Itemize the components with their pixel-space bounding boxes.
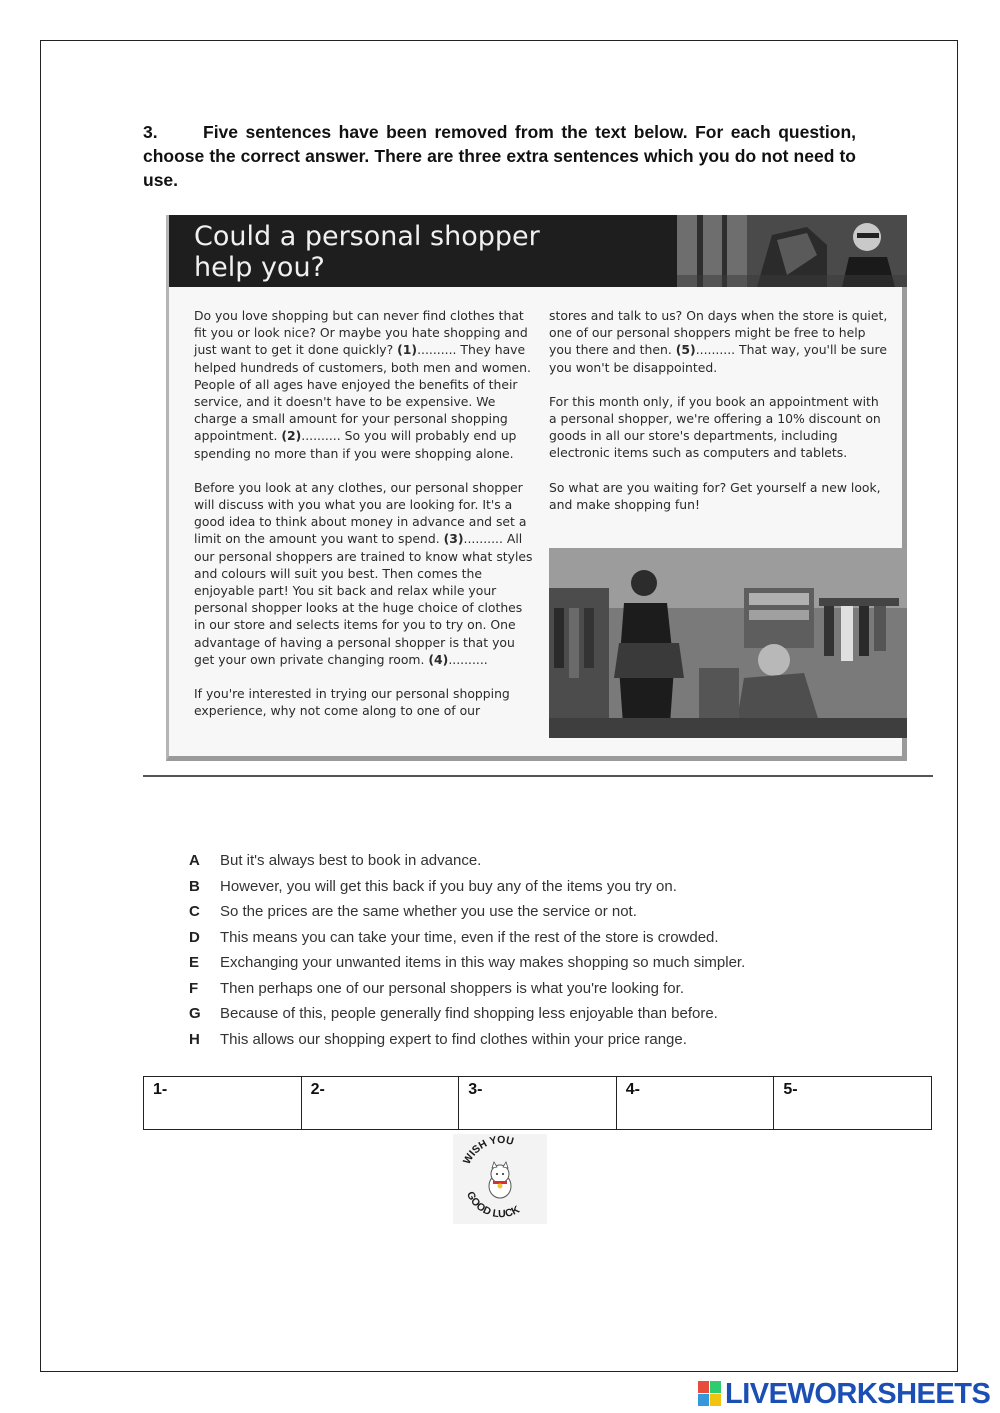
question-number: 3. xyxy=(143,122,158,142)
options-list xyxy=(189,848,889,1052)
divider xyxy=(143,775,933,777)
paragraph: Do you love shopping but can never find clothes that fit you or look nice? Or maybe you hate shopping and just want to get it done quickly? (1).......... They have helped hundreds of customers, both men and women. People of all ages have enjoyed the benefits of their service, and it doesn't have to be expensive. We charge a small amount for your personal shopping appointment. (2).......... So you will probably end up spending no more than if you were shopping alone. xyxy=(194,308,531,461)
brand xyxy=(698,1376,990,1412)
option-b: B However, you will get this back if you buy any of the items you try on. xyxy=(189,877,677,895)
instructions-text: Five sentences have been removed from the text below. For each question, choose the correct answer. There are three extra sentences which you do not need to use. xyxy=(143,122,856,190)
lucky-cat-icon xyxy=(489,1162,511,1198)
answer-cell-1[interactable]: 1- xyxy=(144,1077,302,1130)
paragraph: So what are you waiting for? Get yourself a new look, and make shopping fun! xyxy=(549,479,881,512)
answer-cell-4[interactable]: 4- xyxy=(616,1077,774,1130)
article-header xyxy=(169,215,907,287)
answer-table xyxy=(143,1076,932,1130)
option-e: E Exchanging your unwanted items in this way makes shopping so much simpler. xyxy=(189,954,746,971)
liveworksheets-logo-icon xyxy=(698,1379,722,1409)
article-right-column xyxy=(549,307,889,530)
article-title-line2: help you? xyxy=(194,252,325,283)
paragraph: stores and talk to us? On days when the store is quiet, one of our personal shoppers might be free to help you there and then. (5).......... That way, you'll be sure you won't be disappointed. xyxy=(549,308,888,375)
gap-5: (5) xyxy=(675,342,696,358)
article-title-line1: Could a personal shopper xyxy=(194,221,540,252)
gap-3: (3) xyxy=(443,531,464,547)
option-d: D This means you can take your time, even if the rest of the store is crowded. xyxy=(189,928,719,946)
option-c: C So the prices are the same whether you use the service or not. xyxy=(189,903,637,920)
good-luck-sticker xyxy=(453,1134,547,1224)
gap-2: (2) xyxy=(281,428,302,444)
option-h: H This allows our shopping expert to find clothes within your price range. xyxy=(189,1030,687,1048)
article-title xyxy=(194,221,594,283)
brand-name[interactable]: LIVEWORKSHEETS xyxy=(725,1377,991,1410)
article-left-column xyxy=(194,307,534,736)
sticker-line1: WISH YOU xyxy=(460,1134,515,1167)
article xyxy=(166,215,907,761)
paragraph: For this month only, if you book an appointment with a personal shopper, we're offering a 10% discount on goods in all our store's departments, including electronic items such as computers and tablets. xyxy=(549,393,881,461)
option-a: A But it's always best to book in advance. xyxy=(189,852,482,869)
paragraph: Before you look at any clothes, our personal shopper will discuss with you what you are looking for. It's a good idea to think about money in advance and set a limit on the amount you want to spend. (3).......... All our personal shoppers are trained to know what styles and colours will suit you best. Then comes the enjoyable part! You sit back and relax while your personal shopper looks at the huge choice of clothes in our store and selects items for you to try on. One advantage of having a personal shopper is that you get your own private changing room. (4).......... xyxy=(194,479,533,667)
option-g: G Because of this, people generally find shopping less enjoyable than before. xyxy=(189,1005,718,1022)
header-photo xyxy=(677,215,907,287)
option-f: F Then perhaps one of our personal shoppers is what you're looking for. xyxy=(189,979,684,997)
answer-cell-5[interactable]: 5- xyxy=(774,1077,932,1130)
sticker-line2: GOOD LUCK xyxy=(463,1189,522,1221)
answer-cell-2[interactable]: 2- xyxy=(301,1077,459,1130)
shop-photo xyxy=(549,548,907,738)
instructions xyxy=(143,120,856,192)
paragraph: If you're interested in trying our personal shopping experience, why not come along to one of our xyxy=(194,686,510,719)
gap-1: (1) xyxy=(397,342,418,358)
gap-4: (4) xyxy=(428,651,449,667)
answer-cell-3[interactable]: 3- xyxy=(459,1077,617,1130)
